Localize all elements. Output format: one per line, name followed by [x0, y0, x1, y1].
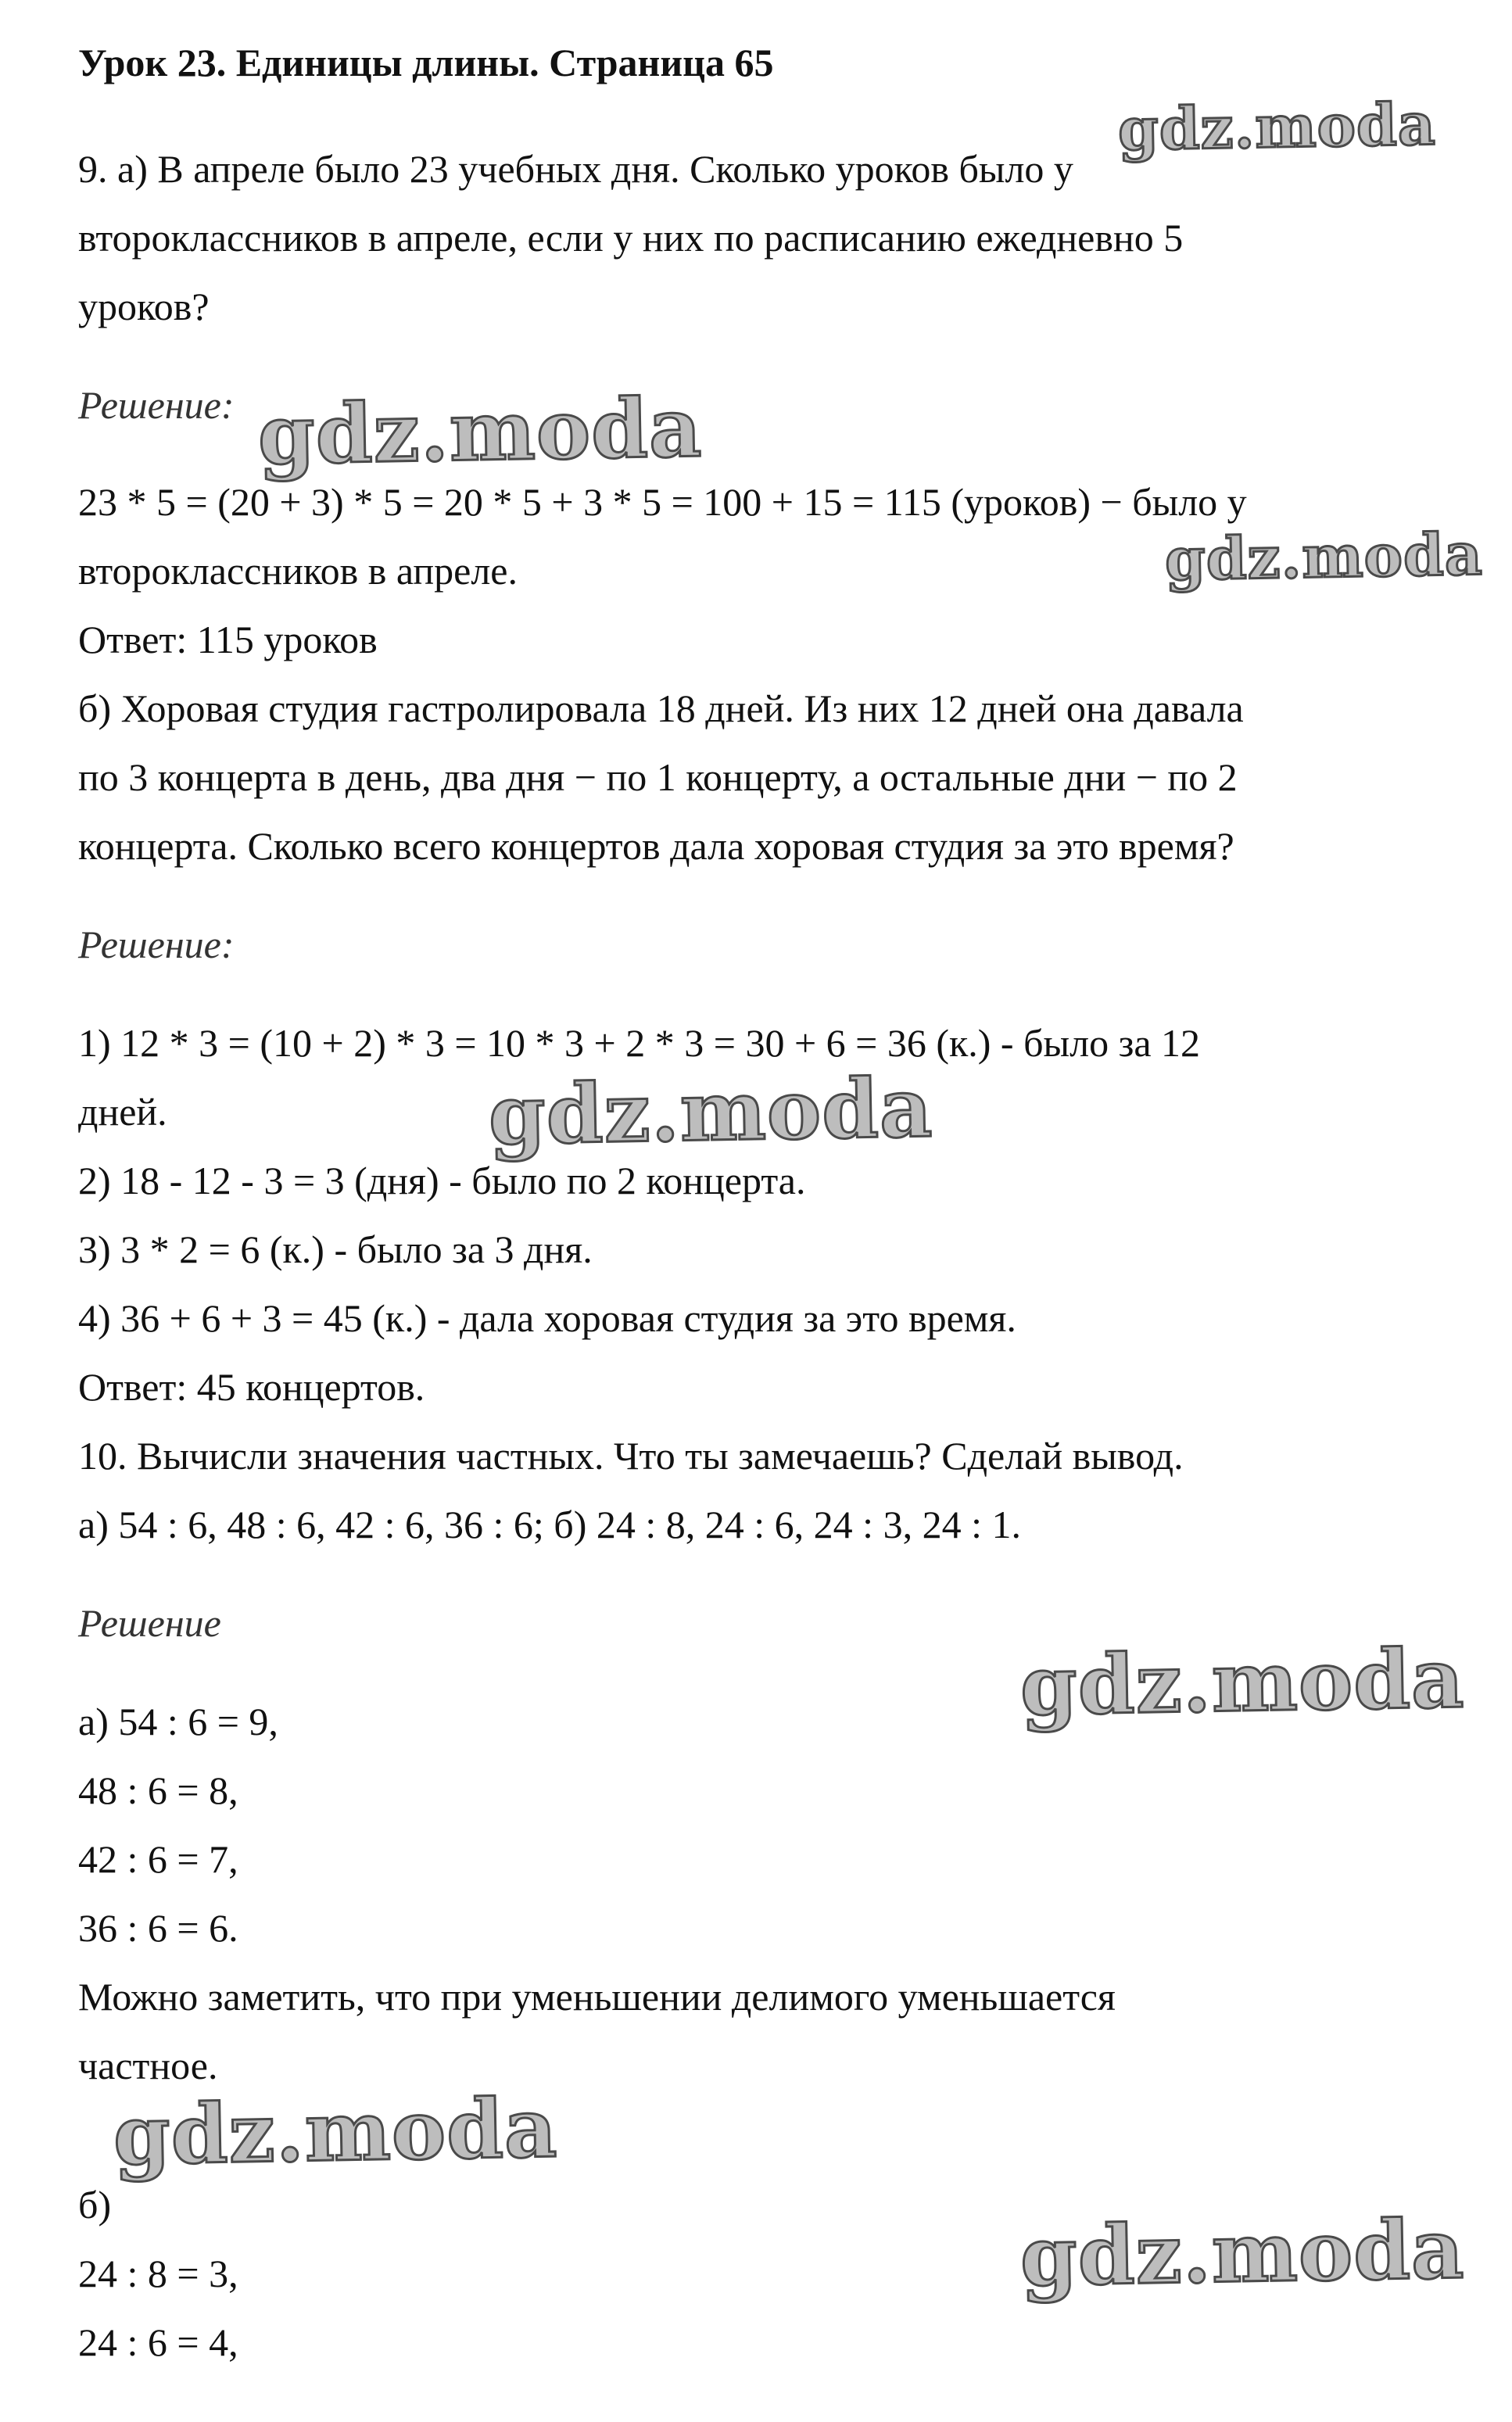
page-title: Урок 23. Единицы длины. Страница 65 — [78, 41, 774, 84]
watermark: gdz.moda — [1019, 1630, 1466, 1734]
solution-label: Решение: — [78, 923, 235, 966]
text-line: 1) 12 * 3 = (10 + 2) * 3 = 10 * 3 + 2 * 3 = 30 + 6 = 36 (к.) - было за 12 — [78, 1021, 1201, 1065]
text-line: второклассников в апреле, если у них по расписанию ежедневно 5 — [78, 216, 1184, 260]
text-line: 24 : 6 = 4, — [78, 2320, 238, 2364]
text-line: по 3 концерта в день, два дня − по 1 концерту, а остальные дни − по 2 — [78, 755, 1238, 799]
watermark: gdz.moda — [256, 379, 704, 483]
text-line: 3) 3 * 2 = 6 (к.) - было за 3 дня. — [78, 1227, 593, 1271]
text-line: 10. Вычисли значения частных. Что ты замечаешь? Сделай вывод. — [78, 1434, 1184, 1478]
text-line: дней. — [78, 1090, 167, 1134]
answer-line: Ответ: 45 концертов. — [78, 1365, 425, 1409]
answer-line: Ответ: 115 уроков — [78, 618, 378, 661]
text-line: 9. а) В апреле было 23 учебных дня. Сколько уроков было у — [78, 147, 1073, 191]
text-line: 36 : 6 = 6. — [78, 1906, 238, 1950]
text-line: уроков? — [78, 285, 210, 328]
text-line: второклассников в апреле. — [78, 549, 518, 593]
watermark: gdz.moda — [112, 2080, 559, 2184]
text-line: б) Хоровая студия гастролировала 18 дней. Из них 12 дней она давала — [78, 686, 1244, 730]
text-line: Можно заметить, что при уменьшении делимого уменьшается — [78, 1975, 1116, 2019]
text-line: 2) 18 - 12 - 3 = 3 (дня) - было по 2 концерта. — [78, 1159, 806, 1202]
watermark: gdz.moda — [1117, 91, 1437, 164]
solution-label: Решение: — [78, 383, 235, 427]
text-line: 4) 36 + 6 + 3 = 45 (к.) - дала хоровая студия за это время. — [78, 1296, 1016, 1340]
text-line: 42 : 6 = 7, — [78, 1837, 238, 1881]
text-line: а) 54 : 6 = 9, — [78, 1700, 278, 1743]
text-line: частное. — [78, 2044, 218, 2087]
solution-label: Решение — [78, 1601, 221, 1645]
watermark: gdz.moda — [1164, 521, 1484, 594]
text-line: 24 : 8 = 3, — [78, 2252, 238, 2295]
text-line: а) 54 : 6, 48 : 6, 42 : 6, 36 : 6; б) 24 : 8, 24 : 6, 24 : 3, 24 : 1. — [78, 1503, 1021, 1546]
text-line: 23 * 5 = (20 + 3) * 5 = 20 * 5 + 3 * 5 = 100 + 15 = 115 (уроков) − было у — [78, 480, 1247, 524]
text-line: б) — [78, 2183, 112, 2227]
text-line: 48 : 6 = 8, — [78, 1768, 238, 1812]
watermark: gdz.moda — [1019, 2201, 1466, 2305]
watermark: gdz.moda — [487, 1059, 934, 1163]
text-line: концерта. Сколько всего концертов дала хоровая студия за это время? — [78, 824, 1234, 868]
